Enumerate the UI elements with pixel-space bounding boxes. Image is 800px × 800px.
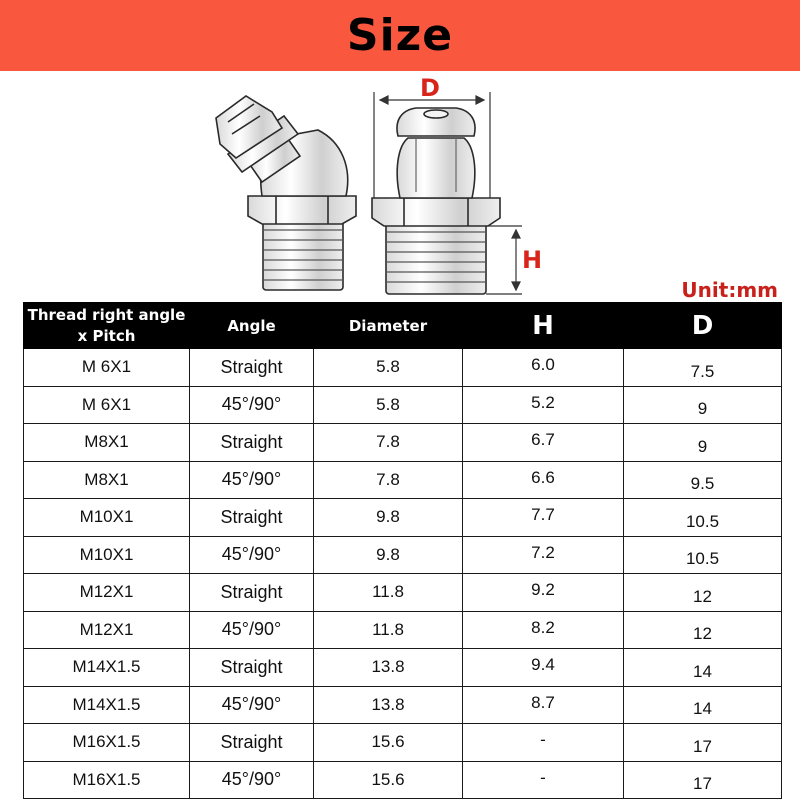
header-d: D	[624, 303, 782, 349]
diameter-cell: 9.8	[314, 536, 463, 574]
table-row	[24, 536, 782, 574]
diameter-cell: 13.8	[314, 649, 463, 687]
table-row	[24, 649, 782, 687]
d-cell: 14	[624, 649, 782, 687]
d-cell: 14	[624, 686, 782, 724]
d-cell: 12	[624, 611, 782, 649]
table-row	[24, 424, 782, 462]
table-row	[24, 461, 782, 499]
dimension-h-label: H	[522, 246, 543, 274]
thread-cell: M8X1	[24, 461, 190, 499]
angle-cell: Straight	[190, 349, 314, 387]
diameter-cell: 7.8	[314, 424, 463, 462]
thread-cell: M16X1.5	[24, 761, 190, 799]
table-row	[24, 349, 782, 387]
diameter-cell: 15.6	[314, 761, 463, 799]
angle-cell: Straight	[190, 424, 314, 462]
h-cell: 6.0	[463, 349, 624, 387]
h-cell: 8.2	[463, 611, 624, 649]
thread-cell: M 6X1	[24, 386, 190, 424]
angle-cell: 45°/90°	[190, 611, 314, 649]
angle-cell: Straight	[190, 724, 314, 762]
thread-cell: M 6X1	[24, 349, 190, 387]
diameter-cell: 5.8	[314, 386, 463, 424]
header-h: H	[463, 303, 624, 349]
angled-fitting-icon	[216, 96, 356, 290]
angle-cell: 45°/90°	[190, 461, 314, 499]
table-row	[24, 761, 782, 799]
thread-cell: M12X1	[24, 611, 190, 649]
thread-cell: M14X1.5	[24, 686, 190, 724]
h-cell: 5.2	[463, 386, 624, 424]
thread-cell: M12X1	[24, 574, 190, 612]
fitting-diagram	[0, 72, 800, 302]
angle-cell: 45°/90°	[190, 536, 314, 574]
h-cell: 6.6	[463, 461, 624, 499]
h-cell: -	[463, 724, 624, 762]
d-cell: 9.5	[624, 461, 782, 499]
angle-cell: 45°/90°	[190, 386, 314, 424]
fitting-illustration	[0, 72, 800, 302]
angle-cell: Straight	[190, 649, 314, 687]
dimension-d-label: D	[420, 74, 440, 102]
d-cell: 9	[624, 386, 782, 424]
h-cell: 7.7	[463, 499, 624, 537]
table-row	[24, 686, 782, 724]
d-cell: 10.5	[624, 499, 782, 537]
h-cell: 7.2	[463, 536, 624, 574]
angle-cell: 45°/90°	[190, 761, 314, 799]
diameter-cell: 13.8	[314, 686, 463, 724]
thread-cell: M16X1.5	[24, 724, 190, 762]
h-cell: 6.7	[463, 424, 624, 462]
unit-label: Unit:mm	[681, 278, 778, 302]
thread-cell: M10X1	[24, 536, 190, 574]
h-cell: -	[463, 761, 624, 799]
d-cell: 17	[624, 724, 782, 762]
page-title: Size	[346, 10, 454, 61]
table-row	[24, 499, 782, 537]
header-thread: Thread right angle x Pitch	[24, 303, 190, 349]
thread-cell: M14X1.5	[24, 649, 190, 687]
diameter-cell: 9.8	[314, 499, 463, 537]
table-header-row	[24, 303, 782, 349]
angle-cell: 45°/90°	[190, 686, 314, 724]
diameter-cell: 5.8	[314, 349, 463, 387]
h-cell: 9.2	[463, 574, 624, 612]
header-angle: Angle	[190, 303, 314, 349]
diameter-cell: 11.8	[314, 611, 463, 649]
d-cell: 17	[624, 761, 782, 799]
table-row	[24, 611, 782, 649]
dimension-h-lines	[486, 226, 522, 294]
thread-cell: M10X1	[24, 499, 190, 537]
d-cell: 7.5	[624, 349, 782, 387]
title-banner	[0, 0, 800, 71]
diameter-cell: 15.6	[314, 724, 463, 762]
header-diameter: Diameter	[314, 303, 463, 349]
diameter-cell: 11.8	[314, 574, 463, 612]
d-cell: 12	[624, 574, 782, 612]
size-table	[23, 302, 782, 799]
h-cell: 8.7	[463, 686, 624, 724]
h-cell: 9.4	[463, 649, 624, 687]
diameter-cell: 7.8	[314, 461, 463, 499]
straight-fitting-icon	[372, 108, 500, 294]
d-cell: 10.5	[624, 536, 782, 574]
thread-cell: M8X1	[24, 424, 190, 462]
table-row	[24, 724, 782, 762]
angle-cell: Straight	[190, 574, 314, 612]
table-row	[24, 574, 782, 612]
angle-cell: Straight	[190, 499, 314, 537]
d-cell: 9	[624, 424, 782, 462]
table-row	[24, 386, 782, 424]
